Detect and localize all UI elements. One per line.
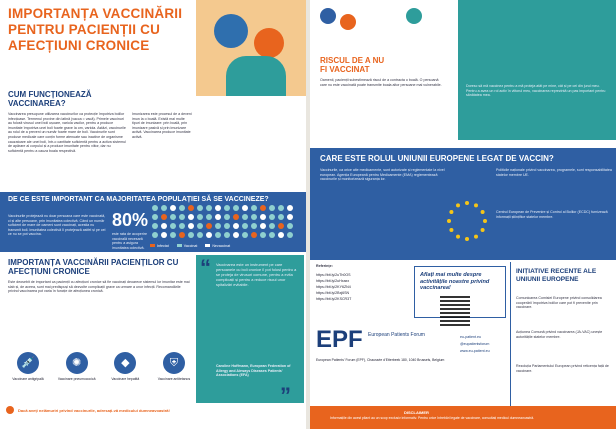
- epf-name: European Patients Forum: [368, 332, 425, 338]
- population-dot: [260, 232, 266, 238]
- eu-star: [483, 219, 487, 223]
- eu-star: [474, 203, 478, 207]
- eu-star: [465, 201, 469, 205]
- eu-star: [465, 237, 469, 241]
- legend-item-unvaccinated: Nevaccinat: [205, 244, 230, 248]
- population-dot: [287, 223, 293, 229]
- section-text-why: Vaccinurile protejează nu doar persoana care este vaccinată, ci și alte persoane, prin imunitatea colectivă. Când un număr suficient de mare de oameni sunt vaccinați, acestia nu transmit boli. Imunitatea colectivă îi protejează astfel și pe cei ce nu se pot vaccina.: [8, 214, 106, 237]
- section-text-immunization: Imunizarea este procesul de a deveni imun la o boală. Există mai multe tipuri de imunizare: prin boală, prin imunizare pasivă și prin imunizare activă. Vaccinarea produce imunitate activă.: [132, 112, 192, 139]
- vaccine-item: ⛨ Vaccinare antitetanos: [152, 352, 196, 381]
- quote-author: Caroline Hoffmann, European Federation of Allergy and Airways Diseases Patients' Associations (EFA): [216, 364, 291, 378]
- population-dot: [287, 205, 293, 211]
- population-dot: [233, 232, 239, 238]
- section-heading-why: DE CE ESTE IMPORTANT CA MAJORITATEA POPULAȚIEI SĂ SE VACCINEZE?: [8, 196, 269, 203]
- eu-star: [481, 210, 485, 214]
- teal-panel-text: Doresc să mă vaccinez pentru a mă proteja atât pe mine, cât și pe cei din jurul meu. Pentru a avea un rol activ în viitorul meu, vaccinarea reprezintă un pas important pentru sănătatea mea.: [466, 84, 606, 98]
- population-dot: [197, 223, 203, 229]
- population-dot: [251, 223, 257, 229]
- population-dot: [152, 223, 158, 229]
- population-dot: [278, 214, 284, 220]
- initiative-item: Acțiunea Comună privind vaccinarea (JA-VAC) unește autoritățile statelor membre.: [516, 330, 603, 339]
- population-dot: [152, 205, 158, 211]
- population-dot: [179, 205, 185, 211]
- footer-note: Dacă aveți nelămuriri privind vaccinurile, adresați-vă medicului dumneavoastră!: [18, 408, 170, 413]
- population-dot: [242, 232, 248, 238]
- population-dot: [179, 232, 185, 238]
- quote-close-icon: ”: [280, 383, 291, 408]
- siren-icon: [340, 14, 356, 30]
- vaccine-item: 💉 Vaccinare antigripală: [6, 352, 50, 381]
- population-dot: [170, 223, 176, 229]
- population-dot: [215, 223, 221, 229]
- population-dot: [188, 214, 194, 220]
- population-dot: [197, 232, 203, 238]
- virus-icon: ✺: [66, 352, 88, 374]
- section-text-risk: Oamenii, pacienții subestimează riscul de a contracta o boală. O persoană care nu este vaccinată poate transmite boala altor persoane mai vulnerabile.: [320, 78, 442, 87]
- right-page: [310, 0, 616, 429]
- person-figure: [214, 14, 248, 48]
- section-text-eu-national: Politicile naționale privind vaccinarea, programele, sunt responsabilitatea statelor membre UE.: [496, 168, 612, 177]
- eu-star: [447, 219, 451, 223]
- qr-code[interactable]: [440, 296, 470, 326]
- population-dot: [251, 205, 257, 211]
- person-figure: [254, 28, 284, 58]
- shield-icon: ⛨: [163, 352, 185, 374]
- reference-link[interactable]: https://bit.ly/2KY6ZN4: [316, 285, 351, 289]
- population-dot: [269, 223, 275, 229]
- population-dot: [188, 205, 194, 211]
- population-dot: [260, 205, 266, 211]
- epf-logo: EPF: [316, 326, 363, 353]
- vaccine-item: ◆ Vaccinare hepatită: [103, 352, 147, 381]
- population-dot: [233, 223, 239, 229]
- population-dot: [242, 214, 248, 220]
- population-dot: [278, 205, 284, 211]
- population-dot: [287, 232, 293, 238]
- section-heading-how: CUM FUNCȚIONEAZĂ VACCINAREA?: [8, 90, 92, 108]
- eu-star: [449, 228, 453, 232]
- population-dot: [170, 232, 176, 238]
- person-icon: [406, 8, 422, 24]
- quote-text: Vaccinarea este un instrument pe care persoanele cu boli cronice îl pot folosi pentru a se proteja de virusuri comune, pentru a evita complicații și pentru a reduce riscul unor spitalizări evitabile.: [216, 262, 297, 287]
- population-dot: [287, 214, 293, 220]
- population-dot: [224, 223, 230, 229]
- population-dot: [224, 232, 230, 238]
- reference-link[interactable]: https://bit.ly/2uHxaxx: [316, 279, 350, 283]
- population-dot: [161, 205, 167, 211]
- population-dot: [152, 232, 158, 238]
- population-dot: [269, 214, 275, 220]
- person-figure: [226, 56, 286, 96]
- section-text-ecdc: Centrul European de Prevenire și Control al Bolilor (ECDC) furnizează informații științifice statelor membre.: [496, 210, 608, 219]
- section-heading-eu-role: CARE ESTE ROLUL UNIUNII EUROPENE LEGAT DE VACCIN?: [320, 154, 554, 163]
- section-text-eu-role: Vaccinurile, ca orice alte medicamente, sunt autorizate și reglementate la nivel european. Agenția Europeană pentru Medicamente (EMA) reglementează vaccinurile și monitorizează siguranța lor.: [320, 168, 445, 182]
- population-dot: [161, 223, 167, 229]
- syringe-icon: 💉: [17, 352, 39, 374]
- population-dot: [233, 214, 239, 220]
- population-dot: [215, 232, 221, 238]
- population-dot: [206, 214, 212, 220]
- population-dot: [188, 223, 194, 229]
- initiative-item: Comunicarea Comisiei Europene privind consolidarea cooperării împotriva bolilor care pot fi prevenite prin vaccinare.: [516, 296, 602, 310]
- page-title: IMPORTANȚA VACCINĂRII PENTRU PACIENȚII CU AFECȚIUNI CRONICE: [8, 6, 183, 53]
- population-dot: [260, 223, 266, 229]
- eu-stars-icon: [442, 196, 492, 246]
- population-dot: [215, 214, 221, 220]
- initiative-item: Rezoluția Parlamentului European privind reticența față de vaccinare.: [516, 364, 609, 373]
- eu-star: [481, 228, 485, 232]
- section-heading-importance: IMPORTANȚA VACCINĂRII PACIENȚILOR CU AFECȚIUNI CRONICE: [8, 258, 179, 276]
- population-dot: [161, 214, 167, 220]
- legend: [150, 244, 230, 248]
- section-heading-risk: RISCUL DE A NU FI VACCINAT: [320, 56, 385, 74]
- population-dot: [269, 232, 275, 238]
- population-dot: [260, 214, 266, 220]
- eu-star: [456, 235, 460, 239]
- legend-item-vaccinated: Vaccinat: [177, 244, 198, 248]
- population-dot: [188, 232, 194, 238]
- disclaimer-title: DISCLAIMER: [404, 410, 429, 415]
- person-icon: [320, 8, 336, 24]
- population-dot: [152, 214, 158, 220]
- population-dot: [278, 232, 284, 238]
- eu-star: [474, 235, 478, 239]
- population-dot: [224, 214, 230, 220]
- quote-open-icon: “: [200, 255, 211, 280]
- population-dot: [269, 205, 275, 211]
- eu-star: [456, 203, 460, 207]
- stat-text: este rata de acoperire vaccinală necesară pentru a asigura imunitatea colectivă.: [112, 232, 147, 250]
- population-dot: [251, 214, 257, 220]
- population-dot: [161, 232, 167, 238]
- references-list: [316, 272, 351, 302]
- links-heading: Referințe:: [316, 264, 333, 268]
- reference-link[interactable]: https://bit.ly/2uTh0OS: [316, 273, 351, 277]
- social-link[interactable]: eu-patient.eu: [460, 335, 481, 339]
- eu-star: [449, 210, 453, 214]
- population-dot: [170, 205, 176, 211]
- herd-immunity-graphic: [150, 202, 300, 242]
- population-dot: [179, 223, 185, 229]
- reference-link[interactable]: https://bit.ly/2KSCR3T: [316, 297, 352, 301]
- vaccine-item: ✺ Vaccinare pneumococică: [55, 352, 99, 381]
- liver-icon: ◆: [114, 352, 136, 374]
- population-dot: [179, 214, 185, 220]
- population-dot: [206, 223, 212, 229]
- info-bullet-icon: [6, 406, 14, 414]
- population-dot: [251, 232, 257, 238]
- legend-item-infected: Infectat: [150, 244, 169, 248]
- section-heading-initiatives: INIȚIATIVE RECENTE ALE UNIUNII EUROPENE: [516, 268, 597, 283]
- section-text-how: Vaccinarea presupune utilizarea vaccinurilor ca protecție împotriva bolilor infecțioase. Termenul provine din latină (vacca = vacă). Primele vaccinuri au folosit virusul unei boli ușoare, variola vacilor, pentru a produce imunitate împotriva unei boli foarte grave la om, variola. Astăzi, vaccinurile au rolul de a preveni un număr foarte mare de boli. Vaccinurile sunt produse medicale care conțin forme atenuate sau inactive de organisme cauzatoare ale unei boli, într-o cantitate suficientă pentru a activa sistemul de apărare al corpului și a produce imunitate pentru viitor, dar nu suficientă pentru a cauza boala respectivă.: [8, 112, 126, 153]
- left-page: [0, 0, 306, 429]
- population-dot: [170, 214, 176, 220]
- stat-value: 80%: [112, 210, 149, 230]
- population-dot: [206, 205, 212, 211]
- disclaimer-text: Informațiile din acest pliant au un scop exclusiv informativ. Pentru orice întrebări legate de vaccinare, consultați medicul dumneavoastră.: [330, 416, 535, 420]
- social-link[interactable]: www.eu-patient.eu: [460, 349, 490, 353]
- population-dot: [278, 223, 284, 229]
- population-dot: [215, 205, 221, 211]
- social-links: [460, 334, 490, 355]
- population-dot: [224, 205, 230, 211]
- hero-illustration: [196, 0, 306, 96]
- population-dot: [233, 205, 239, 211]
- section-text-importance: Este deosebit de important ca pacienții cu afecțiuni cronice să fie vaccinați deoarece sistemul lor imunitar este mai slab și, de aceea, sunt mai predispuși să dezvolte complicații grave ca urmare a unor infecții. Recomandările privind vaccinarea pot varia în funcție de afecțiunea cronică.: [8, 280, 190, 294]
- population-dot: [197, 214, 203, 220]
- population-dot: [206, 232, 212, 238]
- reference-link[interactable]: https://bit.ly/2Bxj6SN: [316, 291, 350, 295]
- vaccine-icons-row: [6, 352, 196, 381]
- social-link[interactable]: @eupatientsforum: [460, 342, 490, 346]
- population-dot: [197, 205, 203, 211]
- population-dot: [242, 205, 248, 211]
- epf-address: European Patients' Forum (EPF), Chaussée d'Etterbeek 180, 1040 Brussels, Belgium: [316, 358, 445, 362]
- population-dot: [242, 223, 248, 229]
- info-box-text: Aflați mai multe despre activitățile noastre privind vaccinarea!: [420, 272, 490, 292]
